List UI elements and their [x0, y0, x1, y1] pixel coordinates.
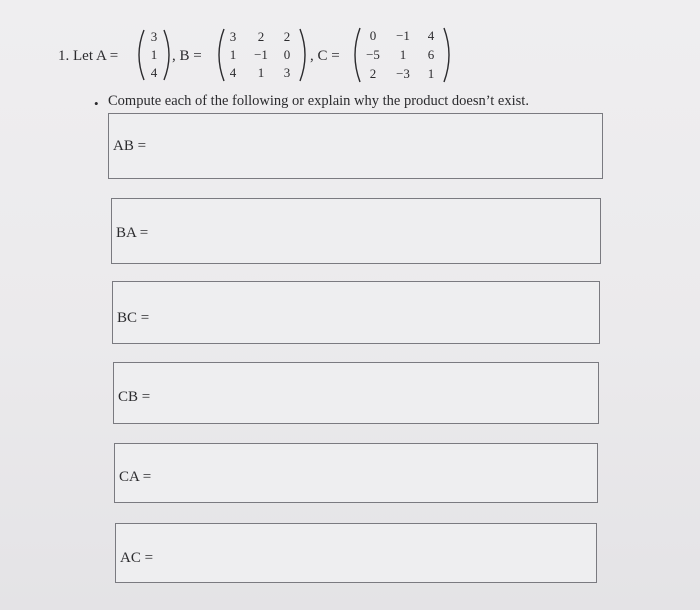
- answer-label-ac: AC =: [120, 550, 154, 566]
- matrix-c-entry: 4: [427, 28, 435, 43]
- matrix-b-entry: 3: [283, 65, 291, 80]
- problem-number: [58, 48, 118, 65]
- matrix-c-entry: 1: [427, 66, 435, 81]
- answer-box-cb[interactable]: [113, 362, 599, 424]
- vector-a-entry: 1: [150, 47, 158, 62]
- matrix-c: [350, 25, 456, 85]
- matrix-b-entry: 1: [257, 65, 265, 80]
- matrix-c-entry: 6: [427, 47, 435, 62]
- problem-lead-text: Let: [73, 48, 93, 64]
- matrix-c-entry: −1: [396, 28, 410, 43]
- answer-label-bc: BC =: [117, 310, 150, 326]
- matrix-b-entry: 1: [229, 47, 237, 62]
- answer-box-ac[interactable]: [115, 523, 597, 583]
- instruction-text: Compute each of the following or explain why the product doesn’t exist.: [108, 93, 529, 109]
- answer-box-ab[interactable]: [108, 113, 603, 179]
- matrix-c-entry: 2: [369, 66, 377, 81]
- matrix-b-label: , B =: [172, 48, 202, 64]
- matrix-c-entry: −3: [396, 66, 410, 81]
- matrix-b-entry: 0: [283, 47, 291, 62]
- answer-label-ca: CA =: [119, 469, 152, 485]
- answer-label-ab: AB =: [113, 138, 147, 154]
- answer-box-ba[interactable]: [111, 198, 601, 264]
- vector-a-entry: 3: [150, 29, 158, 44]
- answer-label-ba: BA =: [116, 225, 149, 241]
- matrix-b: [214, 26, 310, 84]
- matrix-b-entry: −1: [254, 47, 268, 62]
- vector-a-label: A =: [95, 48, 119, 64]
- matrix-b-entry: 4: [229, 65, 237, 80]
- answer-box-bc[interactable]: [112, 281, 600, 344]
- answer-box-ca[interactable]: [114, 443, 598, 503]
- matrix-b-entry: 2: [283, 29, 291, 44]
- vector-a: [134, 26, 174, 84]
- matrix-c-entry: 1: [399, 47, 407, 62]
- matrix-b-entry: 2: [257, 29, 265, 44]
- bullet-marker: •: [94, 96, 99, 111]
- matrix-b-entry: 3: [229, 29, 237, 44]
- vector-a-entry: 4: [150, 65, 158, 80]
- problem-number-text: 1.: [58, 48, 70, 64]
- answer-label-cb: CB =: [118, 389, 151, 405]
- matrix-c-entry: 0: [369, 28, 377, 43]
- matrix-c-entry: −5: [366, 47, 380, 62]
- matrix-c-label: , C =: [310, 48, 340, 64]
